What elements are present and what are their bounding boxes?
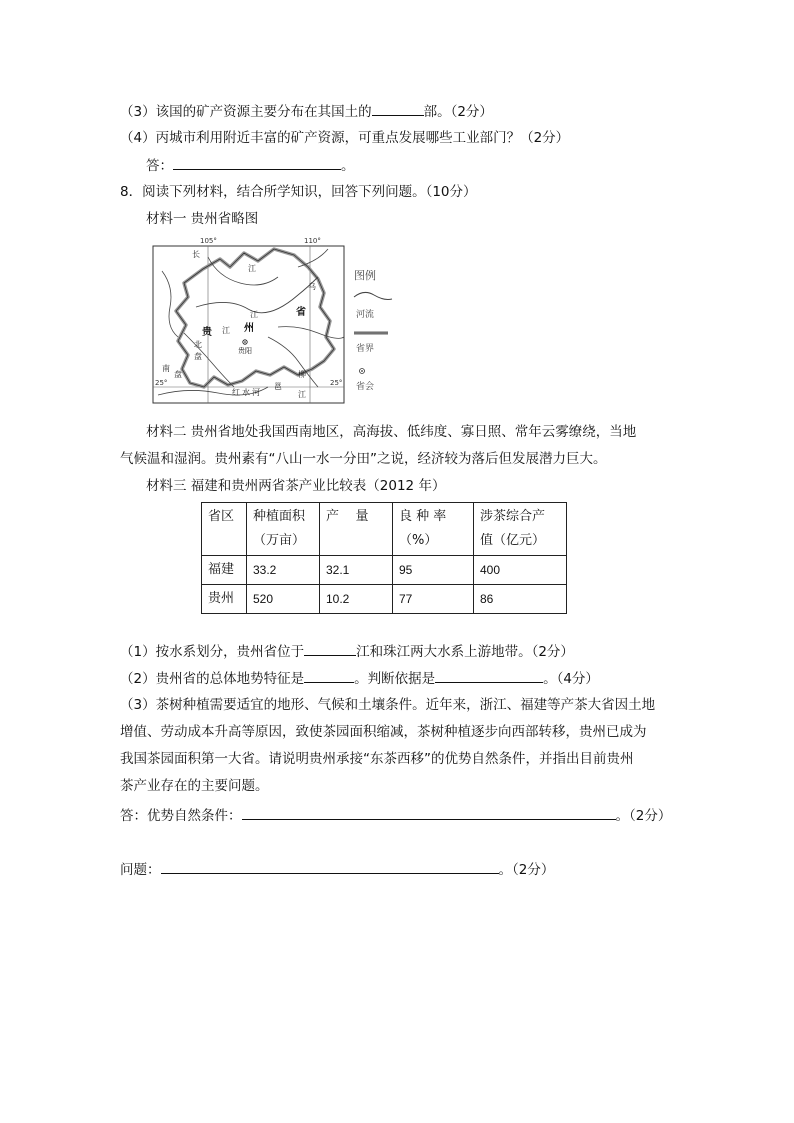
- table-row: [202, 556, 567, 585]
- answer2-label: 问题：: [120, 862, 161, 878]
- river-char-2: 江: [248, 264, 256, 273]
- table-header-cell: 省区: [202, 503, 247, 556]
- lon-label-110: 110°: [304, 237, 321, 245]
- answer-problems: [120, 859, 554, 880]
- sub1-blank[interactable]: [304, 641, 356, 656]
- lon-label-105: 105°: [200, 237, 217, 245]
- river-char-6: 南: [162, 364, 170, 373]
- sub-question-3-line-4: 茶产业存在的主要问题。: [120, 778, 269, 794]
- q3-text: （3）该国的矿产资源主要分布在其国土的: [120, 104, 372, 120]
- river-char-10: 红: [232, 388, 240, 397]
- sub-question-1: [120, 641, 574, 662]
- q4-answer-label: 答：: [146, 158, 173, 174]
- q4-answer-line: [146, 155, 355, 176]
- river-char-1: 长: [192, 250, 200, 259]
- sub-question-3-line-3: 我国茶园面积第一大省。请说明贵州承接“东茶西移”的优势自然条件，并指出目前贵州: [120, 751, 634, 767]
- material-3-title: 材料三 福建和贵州两省茶产业比较表（2012 年）: [146, 478, 446, 494]
- tea-industry-table: [201, 502, 567, 614]
- guizhou-map-figure: [148, 237, 396, 407]
- table-cell: 福建: [202, 556, 247, 585]
- legend-border-label: 省界: [356, 344, 375, 354]
- legend-title: 图例: [354, 269, 376, 282]
- river-char-5: 江: [222, 326, 230, 335]
- table-header-cell: 涉茶综合产 值（亿元）: [474, 503, 567, 556]
- table-cell: 32.1: [320, 556, 393, 585]
- river-char-14: 柳: [298, 370, 306, 379]
- answer1-blank[interactable]: [242, 805, 616, 820]
- answer-advantages: [120, 805, 671, 826]
- q4-answer-blank[interactable]: [173, 155, 341, 170]
- legend-river-symbol: [354, 292, 392, 299]
- table-header-row: [202, 503, 567, 556]
- answer1-post: 。（2分）: [615, 808, 672, 824]
- material-1-title: 材料一 贵州省略图: [146, 211, 259, 227]
- sub2-pre: （2）贵州省的总体地势特征是: [120, 671, 305, 687]
- table-header-cell: 良 种 率 （%）: [393, 503, 474, 556]
- sub-question-3-line-2: 增值、劳动成本升高等原因，致使茶园面积缩减，茶树种植逐步向西部转移，贵州已成为: [120, 724, 647, 740]
- table-row: [202, 585, 567, 614]
- river-char-3: 乌: [308, 282, 316, 291]
- lat-label-left: 25°: [155, 379, 168, 387]
- sub2-blank-2[interactable]: [435, 668, 543, 683]
- question-7-3: [120, 101, 493, 122]
- answer2-blank[interactable]: [161, 859, 499, 874]
- answer1-label: 答：优势自然条件：: [120, 808, 242, 824]
- river-char-13: 邕: [274, 382, 282, 391]
- question-8-title: 8．阅读下列材料，结合所学知识，回答下列问题。（10分）: [120, 184, 477, 200]
- q3-blank[interactable]: [372, 101, 424, 116]
- province-char-sheng: 省: [296, 307, 306, 318]
- answer2-post: 。（2分）: [498, 862, 555, 878]
- province-char-gui: 贵: [202, 327, 212, 338]
- sub-question-3-line-1: （3）茶树种植需要适宜的地形、气候和土壤条件。近年来，浙江、福建等产茶大省因土地: [120, 697, 656, 713]
- table-cell: 10.2: [320, 585, 393, 614]
- table-cell: 520: [247, 585, 320, 614]
- lat-label-right: 25°: [330, 379, 343, 387]
- material-2-line-2: 气候温和湿润。贵州素有“八山一水一分田”之说，经济较为落后但发展潜力巨大。: [120, 451, 607, 467]
- sub1-pre: （1）按水系划分，贵州省位于: [120, 644, 305, 660]
- table-cell: 贵州: [202, 585, 247, 614]
- province-char-zhou: 州: [244, 323, 254, 334]
- river-char-4: 江: [250, 310, 258, 319]
- table-header-cell: 种植面积 （万亩）: [247, 503, 320, 556]
- table-cell: 95: [393, 556, 474, 585]
- q3-post: 部。（2分）: [423, 104, 493, 120]
- table-cell: 400: [474, 556, 567, 585]
- river-char-8: 北: [194, 340, 202, 349]
- sub2-mid: 。判断依据是: [354, 671, 436, 687]
- capital-label: 贵阳: [238, 347, 252, 355]
- river-char-12: 河: [252, 388, 260, 397]
- material-2-line-1: 材料二 贵州省地处我国西南地区，高海拔、低纬度、寡日照、常年云雾缭绕，当地: [146, 424, 637, 440]
- table-header-cell: 产 量: [320, 503, 393, 556]
- table-cell: 86: [474, 585, 567, 614]
- sub1-post: 江和珠江两大水系上游地带。（2分）: [356, 644, 574, 660]
- question-7-4: （4）丙城市利用附近丰富的矿产资源，可重点发展哪些工业部门？（2分）: [120, 130, 570, 146]
- legend-river-label: 河流: [356, 310, 375, 320]
- table-cell: 77: [393, 585, 474, 614]
- river-char-15: 江: [298, 390, 306, 399]
- sub2-post: 。（4分）: [543, 671, 599, 687]
- q4-answer-post: 。: [341, 158, 355, 174]
- sub2-blank-1[interactable]: [304, 668, 354, 683]
- river-char-7: 盘: [174, 370, 182, 379]
- legend-capital-label: 省会: [356, 382, 375, 392]
- river-char-11: 水: [242, 388, 250, 397]
- table-cell: 33.2: [247, 556, 320, 585]
- sub-question-2: [120, 668, 599, 689]
- river-char-9: 盘: [194, 352, 202, 361]
- guizhou-map: [148, 237, 396, 407]
